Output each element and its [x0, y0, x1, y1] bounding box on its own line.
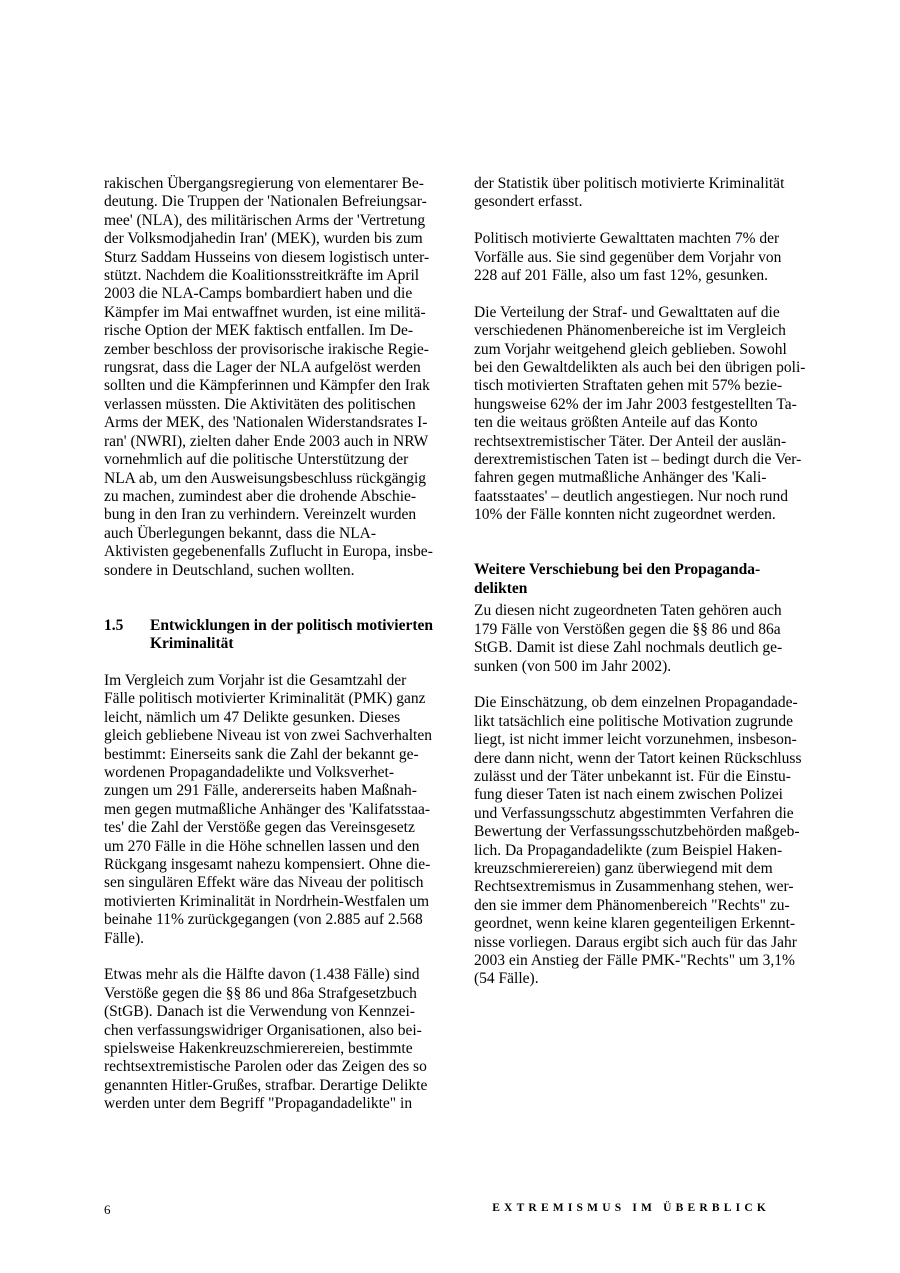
text-line: Aktivisten gegebenenfalls Zuflucht in Europa, insbe-: [104, 543, 433, 561]
text-line: Kämpfer im Mai entwaffnet wurden, ist eine militä-: [104, 303, 426, 321]
text-line: zu machen, zumindest aber die drohende Abschie-: [104, 487, 417, 505]
text-line: verlassen müssten. Die Aktivitäten des politischen: [104, 395, 416, 413]
text-line: auch Überlegungen bekannt, dass die NLA-: [104, 524, 377, 542]
text-line: sen singulären Effekt wäre das Niveau der politisch: [104, 874, 424, 892]
paragraph: [474, 175, 800, 212]
text-line: rechtsextremistischer Täter. Der Anteil der auslän-: [474, 432, 787, 450]
paragraph: [474, 230, 800, 285]
text-line: Die Verteilung der Straf- und Gewalttaten auf die: [474, 303, 780, 321]
paragraph: [474, 694, 800, 989]
text-line: derextremistischen Taten ist – bedingt durch die Ver-: [474, 451, 802, 469]
text-line: Fälle politisch motivierter Kriminalität (PMK) ganz: [104, 690, 426, 708]
text-line: und Verfassungsschutz abgestimmten Verfahren die: [474, 804, 794, 822]
text-line: bestimmt: Einerseits sank die Zahl der bekannt ge-: [104, 745, 419, 763]
text-line: wordenen Propagandadelikte und Volksverhet-: [104, 763, 394, 781]
text-line: (StGB). Danach ist die Verwendung von Kennzei-: [104, 1003, 415, 1021]
text-line: Die Einschätzung, ob dem einzelnen Propagandade-: [474, 694, 798, 712]
text-line: tes' die Zahl der Verstöße gegen das Vereinsgesetz: [104, 819, 415, 837]
text-line: ten die weitaus größten Anteile auf das Konto: [474, 414, 758, 432]
paragraph: [104, 966, 430, 1113]
text-line: der Statistik über politisch motivierte Kriminalität: [474, 175, 785, 192]
left-column: [104, 175, 434, 1132]
text-line: Verstöße gegen die §§ 86 und 86a Strafgesetzbuch: [104, 984, 417, 1002]
text-line: der Volksmodjahedin Iran' (MEK), wurden bis zum: [104, 230, 423, 248]
section-number: 1.5: [104, 616, 124, 634]
text-line: Bewertung der Verfassungsschutzbehörden maßgeb-: [474, 823, 800, 841]
text-line: Arms der MEK, des 'Nationalen Widerstandsrates I-: [104, 414, 428, 432]
text-line: rechtsextremistische Parolen oder das Zeigen des so: [104, 1058, 427, 1076]
text-line: zulässt und der Täter unbekannt ist. Für die Einstu-: [474, 767, 791, 785]
text-line: den sie immer dem Phänomenbereich "Rechts" zu-: [474, 896, 790, 914]
text-line: delikten: [474, 579, 528, 597]
page-footer: [104, 1202, 770, 1218]
text-line: rische Option der MEK faktisch entfallen. Im De-: [104, 322, 414, 340]
text-line: mee' (NLA), des militärischen Arms der 'Vertretung: [104, 211, 426, 229]
text-line: gesondert erfasst.: [474, 193, 583, 211]
text-line: leicht, nämlich um 47 Delikte gesunken. Dieses: [104, 708, 401, 726]
text-line: stützt. Nachdem die Koalitionsstreitkräfte im April: [104, 267, 420, 285]
text-line: liegt, ist nicht immer leicht vorzunehmen, insbeson-: [474, 731, 797, 749]
section-title: [150, 617, 433, 654]
page-number: 6: [104, 1202, 111, 1217]
text-line: kreuzschmierereien) ganz überwiegend mit dem: [474, 859, 773, 877]
text-line: Fälle).: [104, 929, 145, 947]
text-line: ran' (NWRI), zielten daher Ende 2003 auch in NRW: [104, 432, 429, 450]
text-line: NLA ab, um den Ausweisungsbeschluss rückgängig: [104, 469, 427, 487]
text-line: fung dieser Taten ist nach einem zwischen Polizei: [474, 786, 783, 804]
text-line: bung in den Iran zu verhindern. Vereinzelt wurden: [104, 506, 417, 524]
text-line: likt tatsächlich eine politische Motivation zugrunde: [474, 712, 793, 730]
running-head: EXTREMISMUS IM ÜBERBLICK: [492, 1202, 770, 1214]
text-line: Sturz Saddam Husseins von diesem logistisch unter-: [104, 248, 430, 266]
paragraph: [474, 602, 800, 676]
paragraph: [104, 175, 433, 580]
text-line: chen verfassungswidriger Organisationen, also bei-: [104, 1021, 422, 1039]
text-line: genannten Hitler-Grußes, strafbar. Derartige Delikte: [104, 1076, 428, 1094]
text-line: rungsrat, dass die Lager der NLA aufgelöst werden: [104, 359, 421, 377]
text-line: 179 Fälle von Verstößen gegen die §§ 86 und 86a: [474, 620, 781, 638]
text-line: zember beschloss der provisorische irakische Regie-: [104, 340, 429, 358]
text-line: werden unter dem Begriff "Propagandadelikte" in: [104, 1095, 413, 1113]
text-line: deutung. Die Truppen der 'Nationalen Befreiungsar-: [104, 193, 427, 211]
text-line: Rückgang insgesamt nahezu kompensiert. Ohne die-: [104, 856, 431, 873]
text-line: spielsweise Hakenkreuzschmierereien, bestimmte: [104, 1040, 413, 1058]
text-line: hungsweise 62% der im Jahr 2003 festgestellten Ta-: [474, 395, 797, 413]
section-heading: [104, 616, 434, 654]
text-line: 10% der Fälle konnten nicht zugeordnet werden.: [474, 506, 776, 524]
text-line: Etwas mehr als die Hälfte davon (1.438 Fälle) sind: [104, 966, 420, 984]
text-line: 2003 ein Anstieg der Fälle PMK-"Rechts" um 3,1%: [474, 952, 795, 969]
text-line: motivierten Kriminalität in Nordrhein-Westfalen um: [104, 892, 430, 910]
text-line: sollten und die Kämpferinnen und Kämpfer den Irak: [104, 377, 430, 395]
text-line: Im Vergleich zum Vorjahr ist die Gesamtzahl der: [104, 671, 407, 689]
text-line: Zu diesen nicht zugeordneten Taten gehören auch: [474, 602, 782, 620]
text-line: beinahe 11% zurückgegangen (von 2.885 auf 2.568: [104, 911, 423, 929]
text-line: Weitere Verschiebung bei den Propaganda-: [474, 561, 761, 579]
right-column: [474, 175, 806, 1007]
text-line: fahren gegen mutmaßliche Anhänger des 'Kali-: [474, 469, 767, 487]
text-line: faatsstaates' – deutlich angestiegen. Nur noch rund: [474, 487, 788, 505]
text-line: geordnet, wenn keine klaren gegenteiligen Erkennt-: [474, 915, 796, 933]
text-line: zum Vorjahr weitgehend gleich geblieben. Sowohl: [474, 340, 787, 358]
text-line: sunken (von 500 im Jahr 2002).: [474, 657, 672, 675]
text-line: verschiedenen Phänomenbereiche ist im Vergleich: [474, 322, 786, 340]
text-line: 228 auf 201 Fälle, also um fast 12%, gesunken.: [474, 267, 769, 285]
text-line: Kriminalität: [150, 635, 234, 653]
text-line: dere dann nicht, wenn der Tatort keinen Rückschluss: [474, 749, 802, 767]
subheading: [474, 561, 800, 598]
text-line: Entwicklungen in der politisch motivierten: [150, 616, 434, 634]
text-line: men gegen mutmaßliche Anhänger des 'Kalifatsstaa-: [104, 800, 431, 818]
text-line: StGB. Damit ist diese Zahl nochmals deutlich ge-: [474, 639, 783, 657]
text-line: 2003 die NLA-Camps bombardiert haben und die: [104, 285, 413, 303]
text-line: lich. Da Propagandadelikte (zum Beispiel Haken-: [474, 841, 783, 859]
paragraph: [104, 672, 430, 948]
text-line: nisse vorliegen. Daraus ergibt sich auch für das Jahr: [474, 933, 797, 951]
text-line: tisch motivierten Straftaten gehen mit 57% bezie-: [474, 377, 783, 395]
text-line: um 270 Fälle in die Höhe schnellen lassen und den: [104, 837, 420, 855]
text-line: rakischen Übergangsregierung von elementarer Be-: [104, 175, 424, 192]
text-line: Vorfälle aus. Sie sind gegenüber dem Vorjahr von: [474, 248, 782, 266]
text-line: Politisch motivierte Gewalttaten machten 7% der: [474, 230, 780, 248]
text-line: sondere in Deutschland, suchen wollten.: [104, 561, 355, 579]
paragraph: [474, 303, 806, 525]
text-line: gleich gebliebene Niveau ist von zwei Sachverhalten: [104, 727, 432, 745]
text-line: bei den Gewaltdelikten als auch bei den übrigen poli-: [474, 359, 806, 377]
text-line: Rechtsextremismus in Zusammenhang stehen, wer-: [474, 878, 794, 896]
text-line: vornehmlich auf die politische Unterstützung der: [104, 451, 409, 469]
text-line: zungen um 291 Fälle, andererseits haben Maßnah-: [104, 782, 417, 800]
text-line: (54 Fälle).: [474, 970, 539, 988]
